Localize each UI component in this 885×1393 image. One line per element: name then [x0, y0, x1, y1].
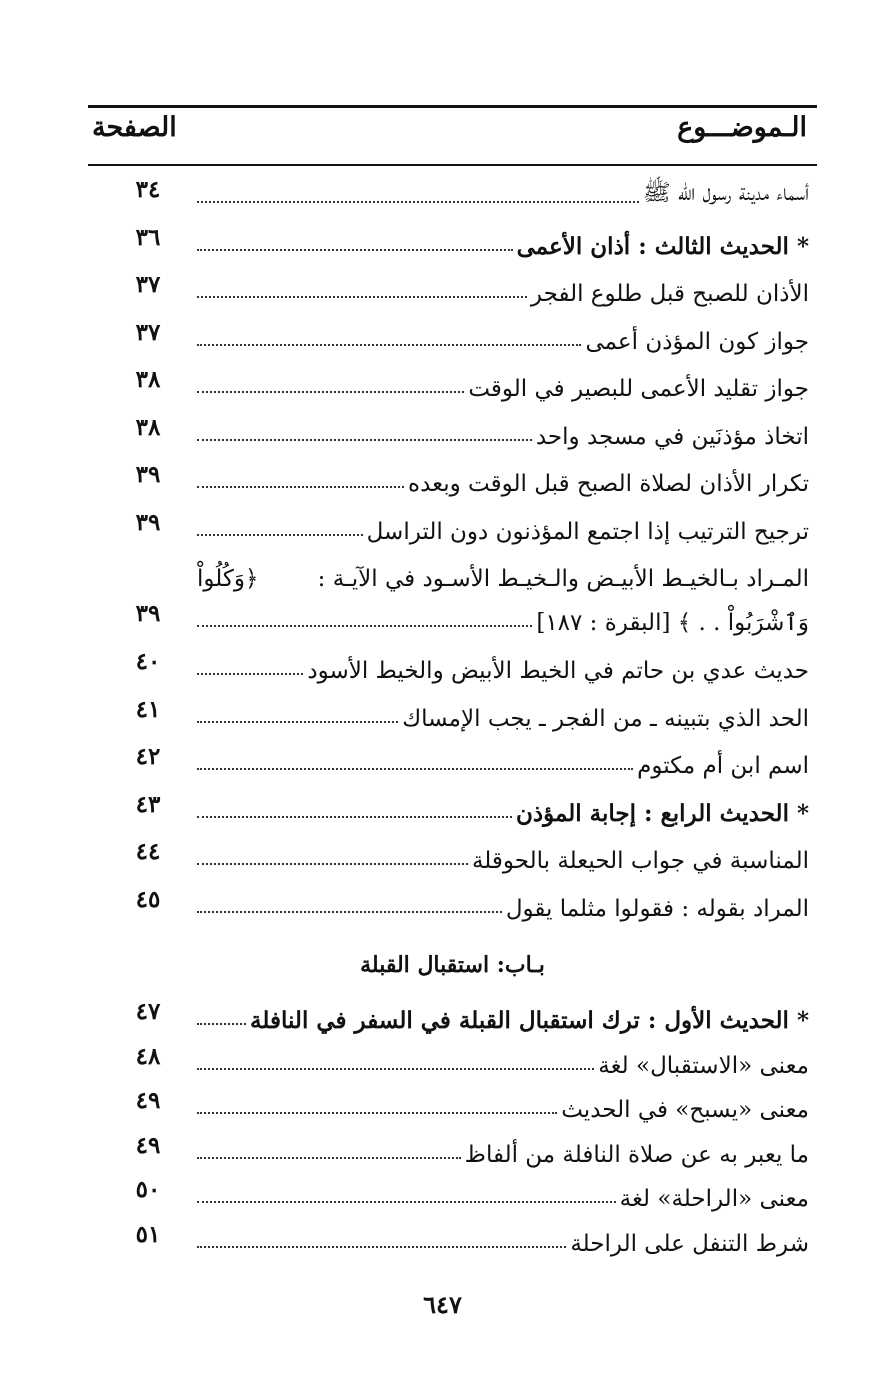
entry-page: ٤٢ [135, 743, 161, 770]
leader-dots [197, 1201, 616, 1203]
leader-dots [197, 768, 633, 770]
entry-page: ٣٦ [135, 223, 161, 251]
toc-entry [88, 783, 817, 831]
leader-dots [197, 486, 404, 488]
header-top-rule [88, 105, 817, 108]
entry-title: المناسبة في جواب الحيعلة بالحوقلة [471, 848, 809, 874]
entry-title: معنى «الراحلة» لغة [619, 1186, 809, 1212]
entry-title: جواز تقليد الأعمى للبصير في الوقت [468, 376, 809, 402]
toc-entry [88, 1079, 817, 1124]
page-number: ٦٤٧ [423, 1290, 462, 1319]
leader-dots [197, 1157, 461, 1159]
entry-page: ٣٩ [135, 461, 161, 488]
entry-title: أسماء مدينة رسول الله ﷺ [642, 180, 809, 206]
toc-entry [88, 358, 817, 406]
leader-dots [197, 1023, 246, 1025]
header-page-label: الصفحة [92, 112, 177, 143]
entry-page: ٣٤ [135, 176, 161, 203]
leader-dots [197, 534, 363, 536]
entry-page: ٣٨ [135, 366, 161, 393]
header-topic-label: الـموضـــوع [677, 112, 807, 143]
entry-page: ٣٩ [135, 600, 161, 627]
entry-title: جواز كون المؤذن أعمى [585, 328, 809, 355]
toc-entry [88, 548, 817, 640]
entry-title: معنى «الاستقبال» لغة [598, 1052, 809, 1079]
entry-page: ٤٨ [135, 1042, 161, 1070]
entry-page: ٣٨ [135, 413, 161, 441]
toc-entry [88, 216, 817, 264]
leader-dots [197, 1246, 566, 1248]
leader-dots [197, 391, 464, 393]
entry-title-part: ﴿وَكُلُواْ [197, 566, 259, 592]
entry-page: ٤٩ [135, 1131, 161, 1159]
toc-entry [88, 830, 817, 878]
entry-title: المراد بقوله : فقولوا مثلما يقول [505, 895, 809, 922]
entry-title: شرط التنفل على الراحلة [570, 1230, 809, 1257]
leader-dots [197, 344, 581, 346]
toc-entry [88, 688, 817, 736]
entry-page: ٣٧ [135, 271, 161, 298]
toc-entry [88, 453, 817, 501]
toc-entry [88, 501, 817, 549]
entry-page: ٤٧ [135, 998, 161, 1025]
entry-title: اسم ابن أم مكتوم [637, 753, 809, 779]
entry-page: ٤١ [135, 695, 161, 723]
entry-title: تكرار الأذان لصلاة الصبح قبل الوقت وبعده [408, 471, 809, 497]
toc-entry [88, 406, 817, 454]
toc-entry [88, 1035, 817, 1080]
entry-title-first-line [197, 552, 809, 592]
leader-dots [197, 439, 532, 441]
toc-entry [88, 640, 817, 688]
entry-page: ٤٣ [135, 790, 161, 818]
entry-page: ٤٥ [135, 885, 161, 913]
toc-entries-section [88, 990, 817, 1257]
entry-title: * الحديث الأول : ترك استقبال القبلة في السفر في النافلة [250, 1007, 809, 1034]
entry-title: اتخاذ مؤذنَين في مسجد واحد [535, 423, 809, 450]
toc-entry [88, 1168, 817, 1213]
toc-entry [88, 735, 817, 783]
leader-dots [197, 1112, 557, 1114]
entry-title: حديث عدي بن حاتم في الخيط الأبيض والخيط الأسود [307, 658, 809, 684]
header-bottom-rule [88, 164, 817, 166]
toc-entry [88, 1213, 817, 1258]
entry-page: ٣٩ [135, 508, 161, 536]
entry-title: * الحديث الثالث : أذان الأعمى [516, 232, 809, 260]
entry-title: ما يعبر به عن صلاة النافلة من ألفاظ [464, 1141, 809, 1168]
entry-page: ٣٧ [135, 318, 161, 346]
toc-entry [88, 1124, 817, 1169]
entry-title-part: المـراد بـالخيـط الأبيـض والـخيـط الأسـود في الآيـة : [317, 566, 809, 592]
leader-dots [197, 721, 398, 723]
entry-page: ٤٤ [135, 838, 161, 865]
leader-dots [197, 911, 502, 913]
entry-page: ٥٠ [135, 1176, 161, 1203]
entry-title: الأذان للصبح قبل طلوع الفجر [530, 281, 809, 307]
leader-dots [197, 863, 468, 865]
toc-entry [88, 990, 817, 1035]
leader-dots [197, 249, 513, 251]
toc-entry [88, 311, 817, 359]
entry-title: وَٱشْرَبُواْ . . ﴾ [البقرة : ١٨٧] [536, 610, 809, 636]
entry-title: معنى «يسبح» في الحديث [561, 1097, 809, 1123]
section-heading: بـاب: استقبال القبلة [360, 952, 545, 978]
toc-entries [88, 168, 817, 925]
leader-dots [197, 816, 512, 818]
leader-dots [197, 673, 303, 675]
leader-dots [197, 1068, 594, 1070]
leader-dots [197, 625, 532, 627]
toc-entry [88, 878, 817, 926]
entry-page: ٥١ [135, 1220, 161, 1248]
toc-entry [88, 168, 817, 216]
entry-title: الحد الذي بتبينه ـ من الفجر ـ يجب الإمساك [402, 705, 809, 732]
entry-title: * الحديث الرابع : إجابة المؤذن [515, 799, 809, 827]
entry-title: ترجيح الترتيب إذا اجتمع المؤذنون دون التراسل [366, 518, 809, 545]
leader-dots [197, 296, 527, 298]
toc-entry [88, 263, 817, 311]
entry-page: ٤٠ [135, 648, 161, 675]
leader-dots [197, 201, 639, 203]
entry-page: ٤٩ [135, 1087, 161, 1114]
